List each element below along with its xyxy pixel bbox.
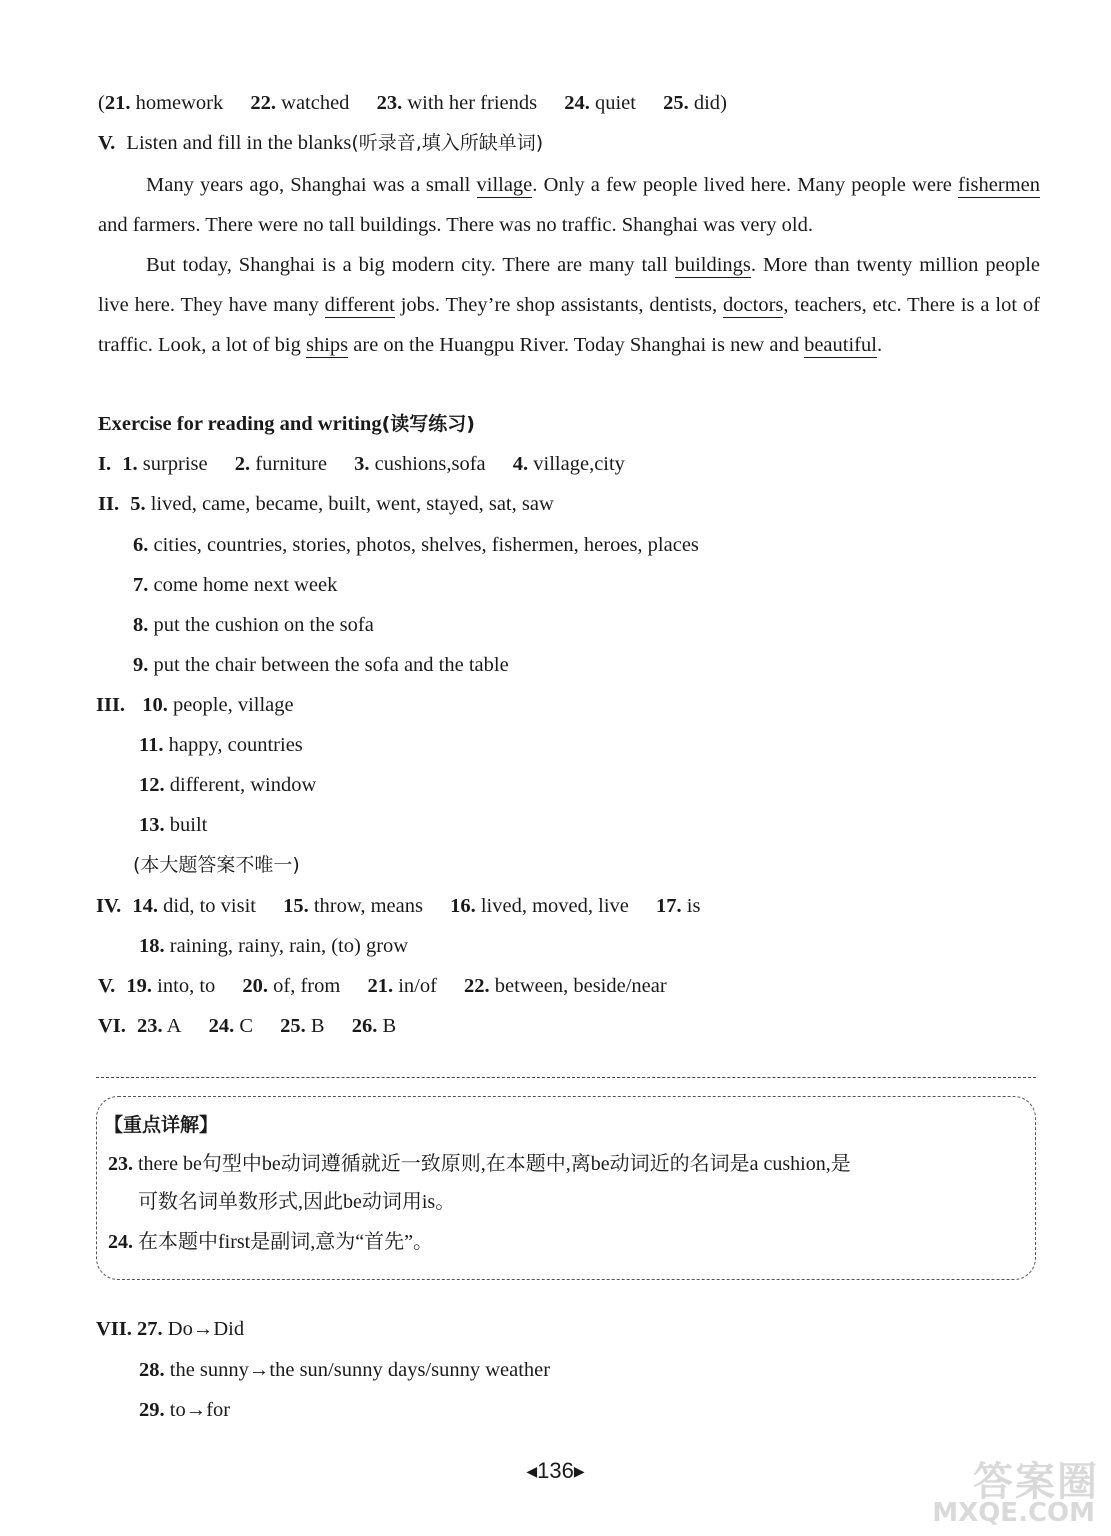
- part-ii-row-9: 9. put the chair between the sofa and the table: [133, 654, 509, 676]
- section-label: V.: [98, 132, 116, 154]
- part-label: V.: [98, 975, 116, 997]
- part-iii-row-11: 11. happy, countries: [139, 734, 303, 756]
- answer-text: did: [693, 92, 721, 114]
- part-v-row: V. 19. into, to 20. of, from 21. in/of 22. between, beside/near: [98, 975, 667, 997]
- filled-blank: different: [324, 294, 395, 316]
- exercise-heading: [98, 411, 475, 437]
- part-i-row: I. 1. surprise 2. furniture 3. cushions,sofa 4. village,city: [98, 453, 625, 475]
- triangle-left-icon: ◀: [526, 1463, 538, 1479]
- section-title: Listen and fill in the blanks: [126, 132, 352, 154]
- part-iii-note: (本大题答案不唯一): [133, 854, 300, 876]
- exercise-title-cn: (读写练习): [381, 413, 475, 435]
- filled-blank: beautiful: [804, 334, 877, 356]
- part-label: III.: [96, 694, 126, 716]
- passage-paragraph-2: But today, Shanghai is a big modern city. There are many tall buildings. More than twenty million people live here. They have many different jobs. They’re shop assistants, dentists, doctors, teachers, etc. There is a lot of traffic. Look, a lot of big ships are on the Huangpu River. Today Shanghai is new and beautiful.: [98, 254, 1040, 356]
- note-23-line-2: 可数名词单数形式,因此be动词用is。: [138, 1191, 456, 1213]
- part-ii-row-8: 8. put the cushion on the sofa: [133, 614, 374, 636]
- answer-number: 24.: [564, 92, 590, 114]
- part-label: IV.: [96, 895, 122, 917]
- answer-text: watched: [281, 92, 350, 114]
- part-vii-row-28: 28. the sunny→the sun/sunny days/sunny weather: [139, 1359, 551, 1381]
- watermark-logo: [905, 1450, 1105, 1534]
- watermark-text-en: MXQE.COM: [932, 1498, 1095, 1528]
- filled-blank: fishermen: [958, 174, 1040, 196]
- watermark-text-cn: 答案圈: [973, 1459, 1099, 1505]
- section-title-cn: (听录音,填入所缺单词): [351, 132, 544, 154]
- part-iii-row-13: 13. built: [139, 814, 208, 836]
- filled-blank: ships: [305, 334, 349, 356]
- part-iv-row-2: 18. raining, rainy, rain, (to) grow: [139, 935, 409, 957]
- part-label: VI.: [98, 1015, 126, 1037]
- part-vi-row: VI. 23. A 24. C 25. B 26. B: [98, 1015, 397, 1037]
- exercise-title: Exercise for reading and writing: [98, 413, 382, 435]
- answer-number: 22.: [250, 92, 277, 114]
- part-vii-row-29: 29. to→for: [139, 1399, 231, 1421]
- dashed-divider: [96, 1077, 1036, 1078]
- answer-number: 25.: [663, 92, 689, 114]
- answer-number: 21.: [104, 92, 131, 114]
- part-label: II.: [98, 493, 120, 515]
- part-ii-row-5: II. 5. lived, came, became, built, went, stayed, sat, saw: [98, 493, 554, 515]
- key-points-title: 【重点详解】: [104, 1114, 219, 1136]
- section-v-heading: [98, 130, 543, 156]
- triangle-right-icon: ▶: [573, 1463, 585, 1479]
- top-answers-row: (21. homework 22. watched 23. with her friends 24. quiet 25. did): [98, 92, 727, 114]
- part-vii-row-27: VII. 27. Do→Did: [96, 1318, 245, 1340]
- listening-passage: [98, 165, 1040, 365]
- filled-blank: village: [476, 174, 533, 196]
- part-iii-row-12: 12. different, window: [139, 774, 317, 796]
- answer-number: 23.: [376, 92, 403, 114]
- part-ii-row-6: 6. cities, countries, stories, photos, shelves, fishermen, heroes, places: [133, 534, 699, 556]
- part-label: VII.: [96, 1318, 132, 1340]
- answer-text: homework: [135, 92, 224, 114]
- filled-blank: buildings: [674, 254, 751, 276]
- part-iv-row-1: IV. 14. did, to visit 15. throw, means 16. lived, moved, live 17. is: [96, 895, 701, 917]
- page-number: ◀136▶: [526, 1458, 585, 1483]
- answer-text: quiet: [594, 92, 636, 114]
- note-24: 24. 在本题中first是副词,意为“首先”。: [108, 1231, 433, 1253]
- answer-text: with her friends: [407, 92, 538, 114]
- part-ii-row-7: 7. come home next week: [133, 574, 338, 596]
- note-23-line-1: 23. there be句型中be动词遵循就近一致原则,在本题中,离be动词近的名词是a cushion,是: [108, 1153, 851, 1175]
- part-iii-row-10: III. 10. people, village: [96, 694, 294, 716]
- passage-paragraph-1: Many years ago, Shanghai was a small village. Only a few people lived here. Many people were fishermen and farmers. There were no tall buildings. There was no traffic. Shanghai was very old.: [98, 174, 1040, 236]
- part-label: I.: [98, 453, 112, 475]
- filled-blank: doctors: [723, 294, 784, 316]
